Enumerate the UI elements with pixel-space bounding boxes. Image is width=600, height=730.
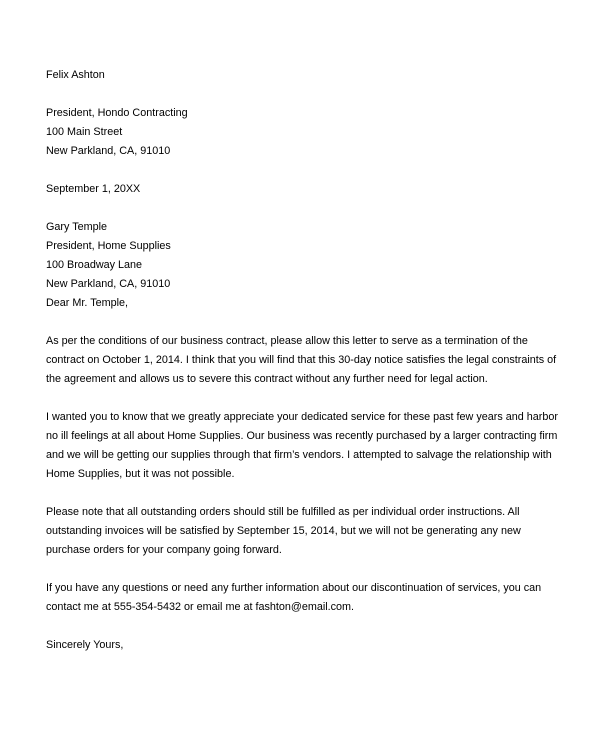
paragraph-line: and we will be getting our supplies through that firm’s vendors. I attempted to salvage the relationship with: [46, 449, 552, 461]
recipient-title: President, Home Supplies: [46, 240, 171, 252]
paragraph-line: contract on October 1, 2014. I think that you will find that this 30-day notice satisfies the legal constraints of: [46, 354, 557, 366]
spacer: [46, 85, 546, 104]
paragraph-line: purchase orders for your company going forward.: [46, 544, 282, 556]
spacer: [46, 617, 546, 636]
recipient-street: 100 Broadway Lane: [46, 259, 143, 271]
sender-title: President, Hondo Contracting: [46, 107, 188, 119]
letter-date: September 1, 20XX: [46, 183, 141, 195]
paragraph-2: [46, 408, 558, 484]
recipient-block: [46, 218, 546, 294]
paragraph-line: contact me at 555-354-5432 or email me at fashton@email.com.: [46, 601, 355, 613]
spacer: [46, 199, 546, 218]
sender-block: [46, 66, 546, 161]
salutation: Dear Mr. Temple,: [46, 297, 129, 309]
recipient-name: Gary Temple: [46, 221, 108, 233]
paragraph-line: no ill feelings at all about Home Supplies. Our business was recently purchased by a larger contracting firm: [46, 430, 558, 442]
sender-name: Felix Ashton: [46, 69, 105, 81]
spacer: [46, 161, 546, 180]
sender-street: 100 Main Street: [46, 126, 123, 138]
letter-body: [46, 66, 558, 655]
paragraph-line: outstanding invoices will be satisfied by September 15, 2014, but we will not be generating any new: [46, 525, 521, 537]
paragraph-4: [46, 579, 546, 617]
paragraph-line: I wanted you to know that we greatly appreciate your dedicated service for these past few years and harbor: [46, 411, 558, 423]
paragraph-line: the agreement and allows us to severe this contract without any further need for legal action.: [46, 373, 488, 385]
spacer: [46, 484, 546, 503]
paragraph-1: [46, 332, 557, 389]
closing: Sincerely Yours,: [46, 639, 124, 651]
spacer: [46, 389, 546, 408]
paragraph-line: If you have any questions or need any further information about our discontinuation of services, you can: [46, 582, 542, 594]
spacer: [46, 560, 546, 579]
paragraph-line: Please note that all outstanding orders should still be fulfilled as per individual order instructions. All: [46, 506, 520, 518]
recipient-city: New Parkland, CA, 91010: [46, 278, 171, 290]
paragraph-line: Home Supplies, but it was not possible.: [46, 468, 235, 480]
sender-city: New Parkland, CA, 91010: [46, 145, 171, 157]
spacer: [46, 313, 546, 332]
paragraph-3: [46, 503, 546, 560]
paragraph-line: As per the conditions of our business contract, please allow this letter to serve as a termination of the: [46, 335, 528, 347]
